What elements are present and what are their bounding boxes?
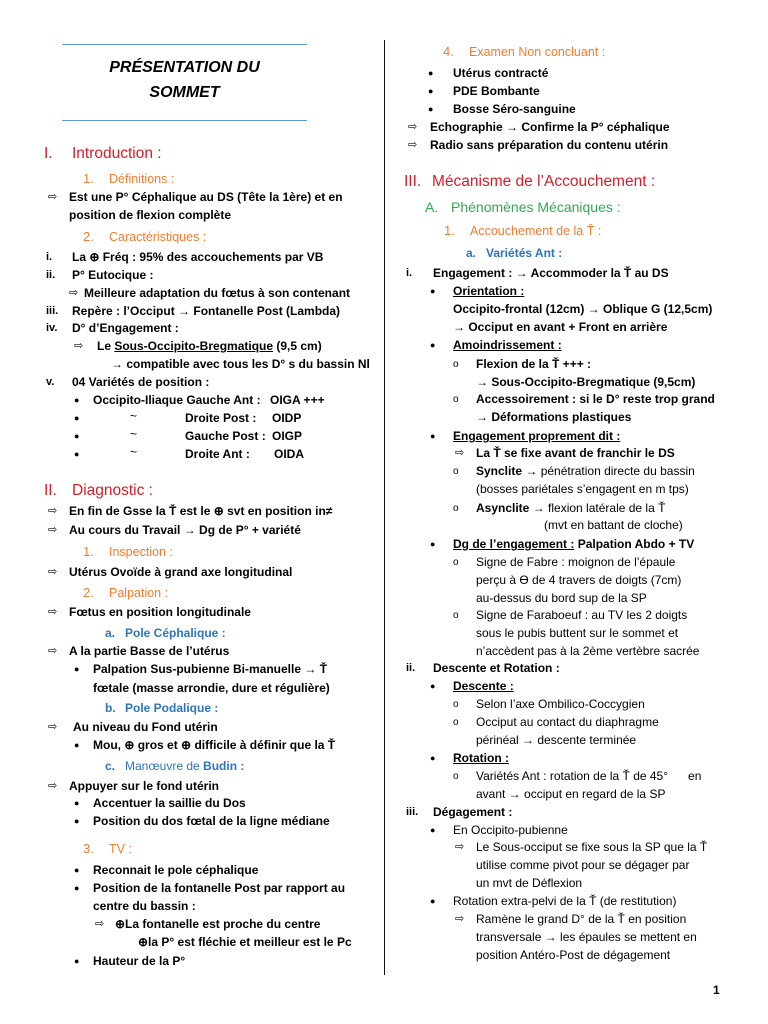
variete-2b: OIDP <box>272 411 302 425</box>
variete-2a: ~ <box>130 409 138 423</box>
exam-4: Echographie → Confirme la P° céphalique <box>430 120 670 134</box>
heading-num: 2. <box>83 585 94 600</box>
descente-3: périnéal → descente terminée <box>476 733 637 747</box>
tv-4: ⊕la P° est fléchie et meilleur est le Pc <box>138 935 352 949</box>
roman-num: ii. <box>46 269 56 281</box>
bullet-icon: ● <box>74 798 80 808</box>
arrow-bullet-icon: ⇨ <box>455 913 465 925</box>
heading-palpation <box>83 585 168 600</box>
bullet-icon: ● <box>430 286 436 296</box>
text-part: Palpation Abdo + TV <box>574 537 695 551</box>
underlined-term: Descente : <box>453 679 514 693</box>
rotation-1: Variétés Ant : rotation de la Ť de 45° en <box>476 769 702 783</box>
faraboeuf-3: n’accèdent pas à la 2ème vertèbre sacrée <box>476 644 700 658</box>
heading-inspection <box>83 544 173 559</box>
roman-num: iii. <box>406 806 419 818</box>
arrow-bullet-icon: ⇨ <box>408 139 418 151</box>
definition-line-2: position de flexion complète <box>69 208 232 222</box>
circle-bullet-icon: o <box>453 557 459 568</box>
degagement-5: Rotation extra-pelvi de la Ť (de restitution) <box>453 894 677 908</box>
caract-4a <box>97 339 322 354</box>
circle-bullet-icon: o <box>453 717 459 728</box>
page-number: 1 <box>713 983 720 997</box>
text-part: Le <box>97 339 115 353</box>
fabre-1: Signe de Fabre : moignon de l’épaule <box>476 555 676 569</box>
engp-3: (bosses pariétales s’engagent en m tps) <box>476 482 689 496</box>
heading-label: Introduction : <box>72 145 162 162</box>
heading-label: Manœuvre de <box>125 759 204 773</box>
heading-num: 1. <box>83 544 94 559</box>
heading-diagnostic <box>44 482 153 500</box>
rotation-label <box>453 751 509 766</box>
roman-num: i. <box>406 267 413 279</box>
heading-label: Diagnostic : <box>72 482 153 499</box>
underlined-term: Rotation : <box>453 751 509 765</box>
arrow-bullet-icon: ⇨ <box>48 606 58 618</box>
heading-num: b. <box>105 701 116 715</box>
diag-1: En fin de Gsse la Ť est le ⊕ svt en position in≠ <box>69 504 333 518</box>
heading-label: Pole Céphalique : <box>125 626 226 640</box>
heading-num: c. <box>105 759 116 773</box>
bullet-icon: ● <box>74 740 80 750</box>
descente-1: Selon l’axe Ombilico-Coccygien <box>476 697 645 711</box>
amoin-1: Flexion de la Ť +++ : <box>476 357 592 371</box>
heading-pole-cephalique <box>105 626 226 640</box>
heading-accouchement <box>444 223 601 238</box>
tv-2a: Position de la fontanelle Post par rapport au <box>93 881 346 895</box>
budin-3: Position du dos fœtal de la ligne médiane <box>93 814 330 828</box>
bullet-icon: ● <box>430 431 436 441</box>
heading-num: II. <box>44 482 57 499</box>
arrow-bullet-icon: ⇨ <box>48 524 58 536</box>
degagement-7: transversale → les épaules se mettent en <box>476 930 697 944</box>
heading-pole-podalique <box>105 701 218 715</box>
roman-num: iv. <box>46 322 58 334</box>
heading-mecanisme <box>404 173 655 191</box>
engp-4 <box>476 501 665 516</box>
underlined-term: Sous-Occipito-Bregmatique <box>114 339 274 353</box>
budin-1: Appuyer sur le fond utérin <box>69 779 220 793</box>
bullet-icon: ● <box>74 395 80 405</box>
text-part: (9,5 cm) <box>273 339 322 353</box>
budin-2: Accentuer la saillie du Dos <box>93 796 246 810</box>
heading-num: 3. <box>83 841 94 856</box>
palpation-1: Fœtus en position longitudinale <box>69 605 251 619</box>
roman-num: i. <box>46 251 53 263</box>
arrow-bullet-icon: ⇨ <box>48 191 58 203</box>
bullet-icon: ● <box>74 816 80 826</box>
faraboeuf-2: sous le pubis buttent sur le sommet et <box>476 626 679 640</box>
exam-1: Utérus contracté <box>453 66 549 80</box>
descente-2: Occiput au contact du diaphragme <box>476 715 659 729</box>
arrow-bullet-icon: ⇨ <box>455 447 465 459</box>
title-line-1: PRÉSENTATION DU <box>109 59 260 76</box>
heading-label: Accouchement de la Ť : <box>470 224 602 238</box>
heading-num: 1. <box>444 223 455 238</box>
pole-pod-2: Mou, ⊕ gros et ⊕ difficile à définir que la Ť <box>93 738 336 752</box>
title-rule-bottom <box>62 120 307 121</box>
degagement-2: Le Sous-occiput se fixe sous la SP que la Ť <box>476 840 708 854</box>
diag-2: Au cours du Travail → Dg de P° + variété <box>69 523 301 537</box>
tv-5: Hauteur de la P° <box>93 954 186 968</box>
underlined-term: Dg de l’engagement : <box>453 537 575 551</box>
variete-4m: Droite Ant : <box>185 447 250 461</box>
circle-bullet-icon: o <box>453 699 459 710</box>
arrow-bullet-icon: ⇨ <box>48 780 58 792</box>
underlined-term: Engagement proprement dit : <box>453 429 621 443</box>
bullet-icon: ● <box>430 681 436 691</box>
engagement: Engagement : → Accommoder la Ť au DS <box>433 266 669 280</box>
heading-introduction <box>44 145 162 163</box>
heading-varietes-ant <box>466 246 562 260</box>
caract-5: 04 Variétés de position : <box>72 375 210 389</box>
exam-2: PDE Bombante <box>453 84 540 98</box>
engp-1: La Ť se fixe avant de franchir le DS <box>476 446 675 460</box>
bullet-icon: ● <box>430 340 436 350</box>
arrow-bullet-icon: ⇨ <box>48 721 58 733</box>
roman-num: ii. <box>406 662 416 674</box>
heading-label: TV : <box>109 842 132 856</box>
heading-label: Mécanisme de l’Accouchement : <box>432 173 656 190</box>
circle-bullet-icon: o <box>453 359 459 370</box>
tv-2b: centre du bassin : <box>93 899 196 913</box>
circle-bullet-icon: o <box>453 503 459 514</box>
arrow-bullet-icon: ⇨ <box>48 566 58 578</box>
heading-label: Définitions : <box>109 172 175 186</box>
heading-label: Phénomènes Mécaniques : <box>451 199 621 215</box>
engp-2 <box>476 464 695 479</box>
bullet-icon: ● <box>74 865 80 875</box>
rotation-2: avant → occiput en regard de la SP <box>476 787 666 801</box>
degagement: Dégagement : <box>433 805 513 819</box>
variete-3a: ~ <box>130 427 138 441</box>
pole-ceph-2b: fœtale (masse arrondie, dure et régulière) <box>93 681 330 695</box>
engagement-propre-label <box>453 429 620 444</box>
arrow-bullet-icon: ⇨ <box>95 918 105 930</box>
bullet-icon: ● <box>430 753 436 763</box>
bullet-icon: ● <box>430 825 436 835</box>
bullet-icon: ● <box>74 431 80 441</box>
variete-4b: OIDA <box>274 447 304 461</box>
bullet-icon: ● <box>428 68 434 78</box>
bullet-icon: ● <box>428 104 434 114</box>
heading-num: 1. <box>83 171 94 186</box>
heading-label: Caractéristiques : <box>109 230 207 244</box>
amoin-4: → Déformations plastiques <box>476 410 632 424</box>
orientation-label <box>453 284 524 299</box>
variete-3m: Gauche Post : <box>185 429 266 443</box>
degagement-8: position Antéro-Post de dégagement <box>476 948 671 962</box>
arrow-bullet-icon: ⇨ <box>455 841 465 853</box>
degagement-3: utilise comme pivot pour se dégager par <box>476 858 690 872</box>
pole-ceph-1: A la partie Basse de l’utérus <box>69 644 230 658</box>
heading-label: Variétés Ant : <box>486 246 563 260</box>
heading-num: 4. <box>443 44 454 59</box>
amoin-2: → Sous-Occipito-Bregmatique (9,5cm) <box>476 375 696 389</box>
heading-manoeuvre-budin <box>105 759 244 773</box>
caract-4: D° d’Engagement : <box>72 321 179 335</box>
title-rule-top <box>62 44 307 45</box>
fabre-2: perçu à ϴ de 4 travers de doigts (7cm) <box>476 573 682 587</box>
heading-num: III. <box>404 173 422 190</box>
heading-num: a. <box>466 246 477 260</box>
heading-num: 2. <box>83 229 94 244</box>
caract-4b: → compatible avec tous les D° s du bassin Nl <box>111 357 370 371</box>
degagement-4: un mvt de Déflexion <box>476 876 583 890</box>
exam-3: Bosse Séro-sanguine <box>453 102 576 116</box>
descente-rotation: Descente et Rotation : <box>433 661 560 675</box>
exam-5: Radio sans préparation du contenu utérin <box>430 138 669 152</box>
arrow-bullet-icon: ⇨ <box>48 505 58 517</box>
bullet-icon: ● <box>430 896 436 906</box>
heading-label-bold: Budin : <box>203 759 245 773</box>
circle-bullet-icon: o <box>453 610 459 621</box>
bullet-icon: ● <box>74 449 80 459</box>
roman-num: iii. <box>46 305 59 317</box>
variete-3b: OIGP <box>272 429 303 443</box>
term-bold: Synclite <box>476 464 523 478</box>
bullet-icon: ● <box>74 664 80 674</box>
variete-1b: OIGA +++ <box>270 393 325 407</box>
tv-1: Reconnait le pole céphalique <box>93 863 259 877</box>
pole-ceph-2a: Palpation Sus-pubienne Bi-manuelle → Ť <box>93 662 328 676</box>
orientation-2: → Occiput en avant + Front en arrière <box>453 320 668 334</box>
variete-2m: Droite Post : <box>185 411 257 425</box>
variete-4a: ~ <box>130 445 138 459</box>
pole-pod-1: Au niveau du Fond utérin <box>73 720 218 734</box>
bullet-icon: ● <box>74 956 80 966</box>
circle-bullet-icon: o <box>453 771 459 782</box>
text-part: → flexion latérale de la Ť <box>529 501 666 515</box>
heading-tv <box>83 841 132 856</box>
bullet-icon: ● <box>74 883 80 893</box>
title-line-2: SOMMET <box>149 84 220 101</box>
heading-definitions <box>83 171 174 186</box>
heading-num: I. <box>44 145 53 162</box>
degagement-1: En Occipito-pubienne <box>453 823 568 837</box>
bullet-icon: ● <box>428 86 434 96</box>
amoin-3: Accessoirement : si le D° reste trop grand <box>476 392 715 406</box>
inspection-1: Utérus Ovoïde à grand axe longitudinal <box>69 565 293 579</box>
degagement-6: Ramène le grand D° de la Ť en position <box>476 912 687 926</box>
amoindrissement-label <box>453 338 562 353</box>
caract-2a: Meilleure adaptation du fœtus à son contenant <box>84 286 351 300</box>
caract-3: Repère : l’Occiput → Fontanelle Post (Lambda) <box>72 304 341 318</box>
heading-num: a. <box>105 626 116 640</box>
roman-num: v. <box>46 376 55 388</box>
faraboeuf-1: Signe de Faraboeuf : au TV les 2 doigts <box>476 608 688 622</box>
caract-1: La ⊕ Fréq : 95% des accouchements par VB <box>72 250 324 264</box>
heading-examen <box>443 44 605 59</box>
heading-label: Examen Non concluant : <box>469 45 606 59</box>
descente-label <box>453 679 514 694</box>
circle-bullet-icon: o <box>453 394 459 405</box>
fabre-3: au-dessus du bord sup de la SP <box>476 591 647 605</box>
bullet-icon: ● <box>430 539 436 549</box>
heading-label: Inspection : <box>109 545 173 559</box>
caract-2: P° Eutocique : <box>72 268 154 282</box>
heading-phenomenes <box>425 199 621 215</box>
dg-engagement <box>453 537 694 552</box>
arrow-bullet-icon: ⇨ <box>408 121 418 133</box>
tv-3: ⊕La fontanelle est proche du centre <box>115 917 321 931</box>
arrow-bullet-icon: ⇨ <box>69 287 79 299</box>
definition-line-1: Est une P° Céphalique au DS (Tête la 1ère) et en <box>69 190 343 204</box>
page-title <box>62 55 307 105</box>
heading-label: Pole Podalique : <box>125 701 219 715</box>
bullet-icon: ● <box>74 413 80 423</box>
heading-label: Palpation : <box>109 586 169 600</box>
engp-5: (mvt en battant de cloche) <box>544 518 683 532</box>
arrow-bullet-icon: ⇨ <box>48 645 58 657</box>
heading-caracteristiques <box>83 229 206 244</box>
arrow-bullet-icon: ⇨ <box>74 340 84 352</box>
underlined-term: Orientation : <box>453 284 525 298</box>
underlined-term: Amoindrissement : <box>453 338 562 352</box>
text-part: → pénétration directe du bassin <box>522 464 695 478</box>
variete-1a: Occipito-Iliaque Gauche Ant : <box>93 393 261 407</box>
orientation-1: Occipito-frontal (12cm) → Oblique G (12,5cm) <box>453 302 713 316</box>
column-divider <box>384 40 385 975</box>
circle-bullet-icon: o <box>453 466 459 477</box>
heading-num: A. <box>425 199 439 215</box>
term-bold: Asynclite <box>476 501 530 515</box>
